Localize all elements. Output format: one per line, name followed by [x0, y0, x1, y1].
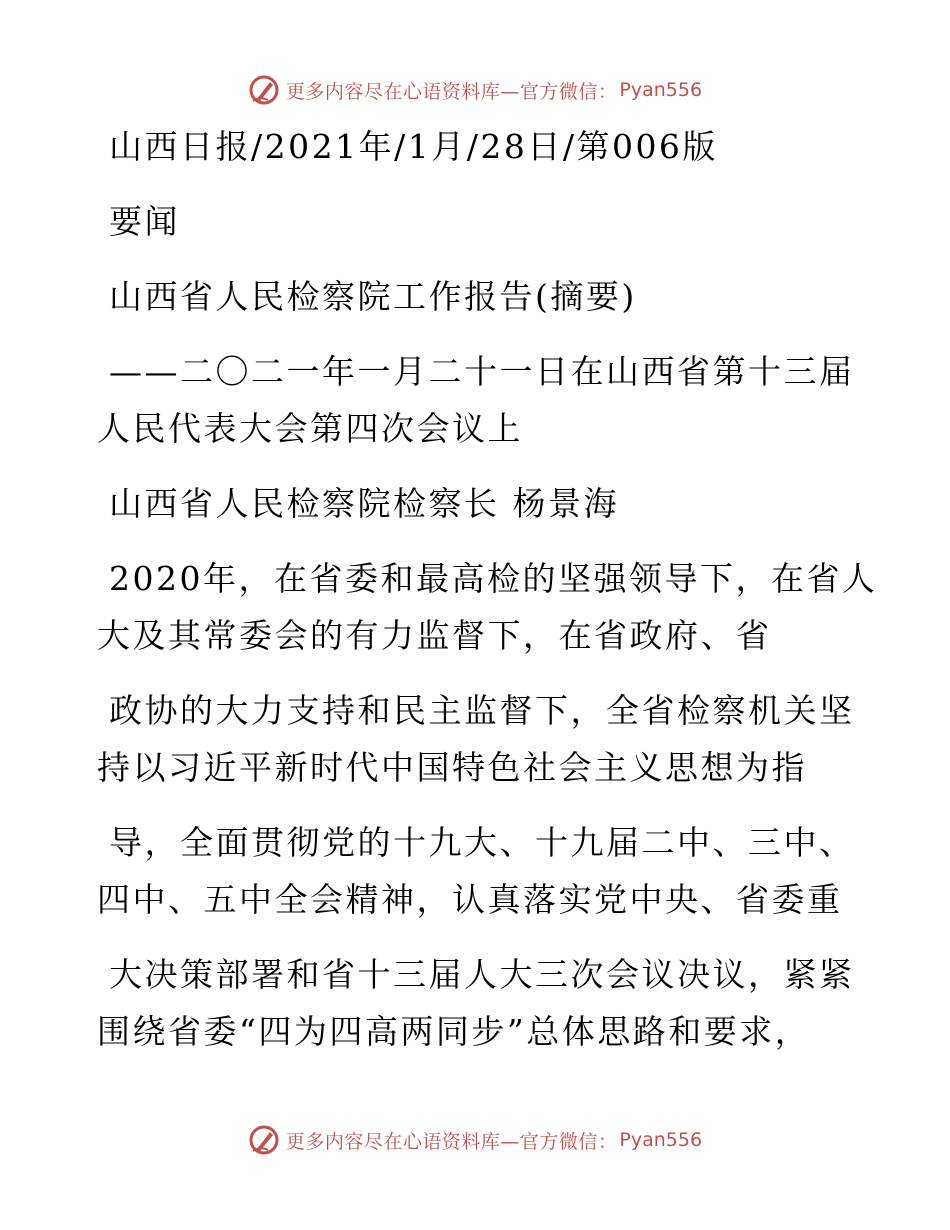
body-line-1: 2020年，在省委和最高检的坚强领导下，在省人: [109, 559, 878, 598]
quill-pen-circle-icon: [248, 74, 280, 106]
body-line-3: 政协的大力支持和民主监督下，全省检察机关坚: [109, 691, 855, 730]
body-line-7: 大决策部署和省十三届人大三次会议决议，紧紧: [109, 955, 855, 994]
author-line: 山西省人民检察院检察长 杨景海: [109, 484, 619, 523]
body-line-6: 四中、五中全会精神，认真落实党中央、省委重: [97, 880, 843, 919]
footer-watermark: [0, 1120, 950, 1160]
watermark-wechat-id: Pyan556: [619, 79, 703, 101]
body-line-8: 围绕省委“四为四高两同步”总体思路和要求，: [97, 1012, 811, 1051]
section-label: 要闻: [109, 202, 180, 241]
report-title: 山西省人民检察院工作报告(摘要): [109, 277, 637, 316]
body-line-5: 导，全面贯彻党的十九大、十九届二中、三中、: [109, 823, 855, 862]
subtitle-line-2: 人民代表大会第四次会议上: [97, 409, 523, 448]
watermark-text: 更多内容尽在心语资料库—官方微信：: [285, 1130, 618, 1153]
publication-line: 山西日报/2021年/1月/28日/第006版: [109, 127, 718, 166]
watermark-text: 更多内容尽在心语资料库—官方微信：: [285, 80, 618, 103]
subtitle-line-1: ——二〇二一年一月二十一日在山西省第十三届: [109, 352, 855, 391]
article-body: [97, 118, 878, 1060]
body-line-2: 大及其常委会的有力监督下，在省政府、省: [97, 616, 772, 655]
watermark-wechat-id: Pyan556: [619, 1129, 703, 1151]
quill-pen-circle-icon: [248, 1124, 280, 1156]
body-line-4: 持以习近平新时代中国特色社会主义思想为指: [97, 748, 807, 787]
header-watermark: [0, 70, 950, 110]
